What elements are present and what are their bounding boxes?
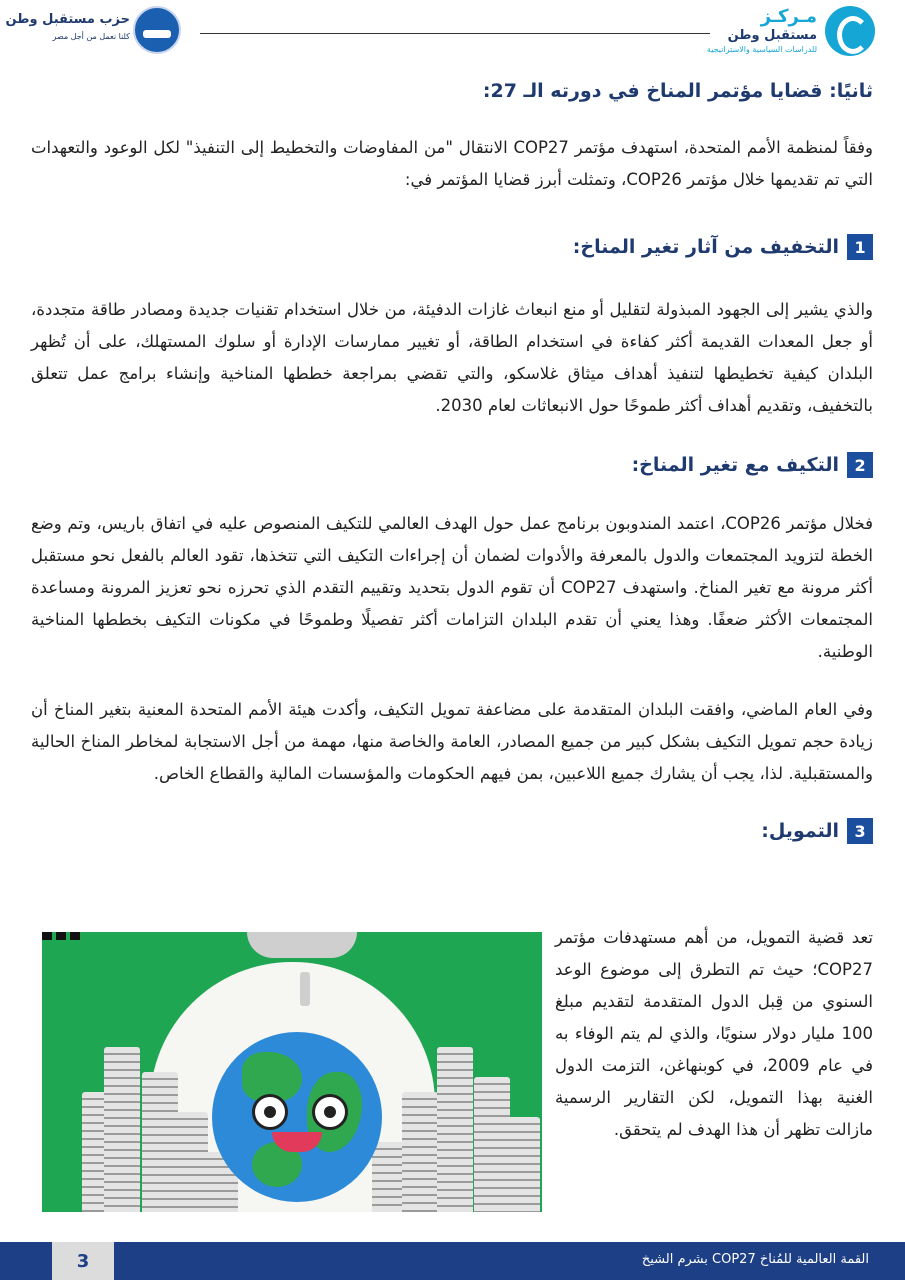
- globe-eye-right: [312, 1094, 348, 1130]
- topic-3-paragraph: تعد قضية التمويل، من أهم مستهدفات مؤتمر COP27؛ حيث تم التطرق إلى موضوع الوعد السنوي من قِبل الدول المتقدمة لتقديم مبلغ 100 مليار دولار سنويًا، والذي لم يتم الوفاء به في عام 2009، في كوبنهاغن، التزمت الدول الغنية بهذا التمويل، لكن التقارير الرسمية مازالت تظهر أن هذا الهدف لم يتحقق.: [555, 928, 874, 1139]
- topic-2-number: 2: [847, 452, 873, 478]
- center-logo-line2: مستقبل وطن: [727, 28, 817, 43]
- topic-1-number: 1: [847, 234, 873, 260]
- hand-icon: [247, 932, 357, 958]
- header-divider: [200, 33, 710, 34]
- page-footer: [0, 1242, 905, 1280]
- coin-stack: [402, 1092, 438, 1212]
- topic-3-title: التمويل:: [761, 820, 839, 842]
- page-number: 3: [52, 1242, 114, 1280]
- party-slogan: كلنا نعمل من أجل مصر: [52, 32, 130, 41]
- globe-icon: [212, 1032, 382, 1202]
- topic-2-paragraph-1: فخلال مؤتمر COP26، اعتمد المندوبون برنامج عمل حول الهدف العالمي للتكيف المنصوص عليه في اتفاق باريس، وتم وضع الخطة لتزويد المجتمعات والدول بالمعرفة والأدوات لضمان أن إجراءات التكيف التي تتخذها، تقود العالم بالفعل نحو مستقبل أكثر مرونة مع تغير المناخ. واستهدف COP27 أن تقوم الدول بتحديد وتقييم التقدم الذي تحرزه نحو تعزيز المرونة ومساعدة المجتمعات الأكثر ضعفًا. وهذا يعني أن تقدم البلدان التزامات أكثر تفصيلًا وطموحًا في مكونات التكيف بخططها المناخية الوطنية.: [31, 514, 873, 661]
- party-emblem-icon: [133, 6, 181, 54]
- center-logo-line3: للدراسات السياسية والاستراتيجية: [706, 45, 817, 54]
- coin-stack: [104, 1047, 140, 1212]
- topic-1-paragraph: والذي يشير إلى الجهود المبذولة لتقليل أو منع انبعاث غازات الدفيئة، من خلال استخدام تقنيات جديدة ومصادر طاقة متجددة، أو جعل المعدات القديمة أكثر كفاءة في استخدام الطاقة، أو تغيير ممارسات الإدارة أو سلوك المستهلك، على أن تُظهر البلدان كيفية تخطيطها لتنفيذ أهداف ميثاق غلاسكو، والتي تقضي بمراجعة خططها المناخية وإنشاء برامج عمل تتعلق بالتخفيف، وتقديم أهداف أكثر طموحًا حول الانبعاثات لعام 2030.: [31, 300, 873, 415]
- topic-3-heading: [31, 818, 873, 844]
- stripe-decoration: [42, 932, 80, 940]
- center-logo: [706, 4, 875, 62]
- topic-1-heading: [31, 234, 873, 260]
- page-content: [31, 78, 873, 844]
- coin-stack: [437, 1047, 473, 1212]
- party-logo: [5, 6, 178, 56]
- globe-coins-illustration: [42, 932, 542, 1212]
- topic-2-title: التكيف مع تغير المناخ:: [631, 454, 839, 476]
- center-logo-line1: مـركـز: [760, 6, 817, 27]
- topic-2-heading: [31, 452, 873, 478]
- topic-3-number: 3: [847, 818, 873, 844]
- coin-stack: [504, 1117, 540, 1212]
- party-name: حزب مستقبل وطن: [5, 12, 130, 27]
- topic-1-title: التخفيف من آثار تغير المناخ:: [572, 236, 839, 258]
- coin-icon: [300, 972, 310, 1006]
- center-logo-icon: [825, 6, 875, 56]
- intro-paragraph: وفقاً لمنظمة الأمم المتحدة، استهدف مؤتمر COP27 الانتقال "من المفاوضات والتخطيط إلى التنفيذ" لكل الوعود والتعهدات التي تم تقديمها خلال مؤتمر COP26، وتمثلت أبرز قضايا المؤتمر في:: [31, 138, 874, 189]
- globe-eye-left: [252, 1094, 288, 1130]
- topic-2-paragraph-2: وفي العام الماضي، وافقت البلدان المتقدمة على مضاعفة تمويل التكيف، وأكدت هيئة الأمم المتحدة المعنية بتغير المناخ أن زيادة حجم تمويل التكيف بشكل كبير من جميع المصادر، العامة والخاصة منها، مهمة من أجل الاستجابة لمخاطر المناخ الحالية والمستقبلية. لذا، يجب أن يشارك جميع اللاعبين، بمن فيهم الحكومات والمؤسسات المالية والقطاع الخاص.: [31, 700, 873, 783]
- page-header: [0, 0, 905, 70]
- section-title: ثانيًا: قضايا مؤتمر المناخ في دورته الـ 27:: [482, 80, 873, 102]
- footer-title: القمة العالمية للمُناخ COP27 بشرم الشيخ: [641, 1252, 869, 1267]
